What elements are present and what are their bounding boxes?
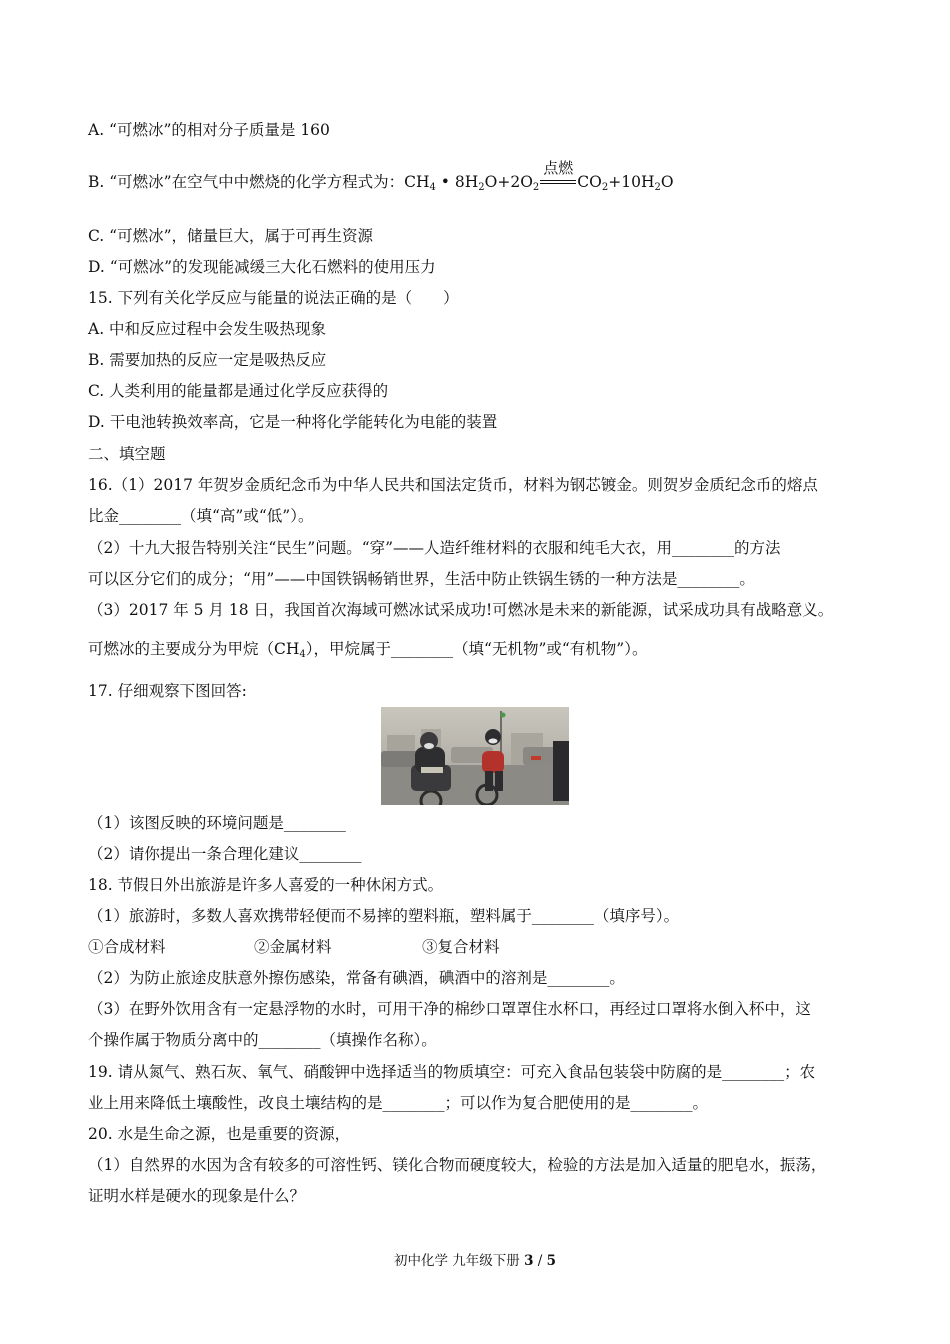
- q14-option-b: [88, 159, 674, 199]
- q16-p1-line1: 16.（1）2017 年贺岁金质纪念币为中华人民共和国法定货币，材料为钢芯镀金。则贺岁金质纪念币的熔点: [88, 476, 818, 494]
- q18-sub3-line2: 个操作属于物质分离中的________（填操作名称）。: [88, 1031, 437, 1049]
- smog-cyclists-photo: [381, 707, 569, 805]
- q14-option-c: C. “可燃冰”，储量巨大，属于可再生资源: [88, 227, 374, 245]
- q18-choice-2: ②金属材料: [254, 938, 332, 956]
- q14-option-b-prefix: B. “可燃冰”在空气中中燃烧的化学方程式为：: [88, 173, 405, 191]
- reaction-condition-equals: [540, 159, 576, 193]
- q14-option-a: A. “可燃冰”的相对分子质量是 160: [88, 121, 330, 139]
- q20-sub1-line1: （1）自然界的水因为含有较多的可溶性钙、镁化合物而硬度较大，检验的方法是加入适量的肥皂水，振荡，: [88, 1156, 827, 1174]
- page-footer: 初中化学 九年级下册 3 / 5: [393, 1253, 557, 1269]
- q15-option-c: C. 人类利用的能量都是通过化学反应获得的: [88, 382, 389, 400]
- q18-stem: 18. 节假日外出旅游是许多人喜爱的一种休闲方式。: [88, 876, 444, 894]
- footer-page-number: 3: [524, 1253, 534, 1269]
- q18-sub2: （2）为防止旅途皮肤意外擦伤感染，常备有碘酒，碘酒中的溶剂是________。: [88, 969, 625, 987]
- q17-sub1: （1）该图反映的环境问题是________: [88, 814, 346, 832]
- q20-sub1-line2: 证明水样是硬水的现象是什么？: [88, 1187, 306, 1205]
- q15-option-b: B. 需要加热的反应一定是吸热反应: [88, 351, 327, 369]
- section-title: 二、填空题: [88, 445, 166, 463]
- q16-p3-line2: 可燃冰的主要成分为甲烷$(CH_4)$，甲烷属于________（填“无机物”或“有机物”）。: [88, 640, 648, 660]
- footer-page-total: 5: [546, 1253, 557, 1269]
- q15-option-d: D. 干电池转换效率高，它是一种将化学能转化为电能的装置: [88, 413, 498, 431]
- q19-line1: 19. 请从氮气、熟石灰、氧气、硝酸钾中选择适当的物质填空：可充入食品包装袋中防腐的是________；农: [88, 1063, 816, 1081]
- q16-p1-line2: 比金________（填“高”或“低”）。: [88, 507, 314, 525]
- q18-choice-3: ③复合材料: [422, 938, 500, 956]
- q20-stem: 20. 水是生命之源，也是重要的资源，: [88, 1125, 351, 1143]
- q18-choice-1: ①合成材料: [88, 938, 166, 956]
- q18-choices: [88, 936, 500, 958]
- q17-stem: 17. 仔细观察下图回答:: [88, 682, 247, 700]
- reaction-condition: 点燃: [543, 159, 574, 177]
- q16-p3-line1: （3）2017 年 5 月 18 日，我国首次海域可燃冰试采成功!可燃冰是未来的新能源，试采成功具有战略意义。: [88, 601, 834, 619]
- q14-option-d: D. “可燃冰”的发现能减缓三大化石燃料的使用压力: [88, 258, 436, 276]
- q18-sub1: （1）旅游时，多数人喜欢携带轻便而不易摔的塑料瓶，塑料属于________（填序号）。: [88, 907, 680, 925]
- q19-line2: 业上用来降低土壤酸性，改良土壤结构的是________；可以作为复合肥使用的是________。: [88, 1094, 709, 1112]
- q15-stem: 15. 下列有关化学反应与能量的说法正确的是（ ）: [88, 289, 459, 307]
- q18-sub3-line1: （3）在野外饮用含有一定悬浮物的水时，可用干净的棉纱口罩罩住水杯口，再经过口罩将水倒入杯中，这: [88, 1000, 811, 1018]
- q16-p2-line1: （2）十九大报告特别关注“民生”问题。“穿”——人造纤维材料的衣服和纯毛大衣，用________的方法: [88, 539, 781, 557]
- footer-course: 初中化学 九年级下册: [393, 1253, 525, 1269]
- q15-option-a: A. 中和反应过程中会发生吸热现象: [88, 320, 327, 338]
- q17-sub2: （2）请你提出一条合理化建议________: [88, 845, 362, 863]
- q16-p2-line2: 可以区分它们的成分；“用”——中国铁锅畅销世界，生活中防止铁锅生锈的一种方法是________。: [88, 570, 755, 588]
- chemical-equation: $CH_4$ • $8H_2O+2O_2$ 点燃 $CO_2+10H_2O$: [404, 159, 674, 193]
